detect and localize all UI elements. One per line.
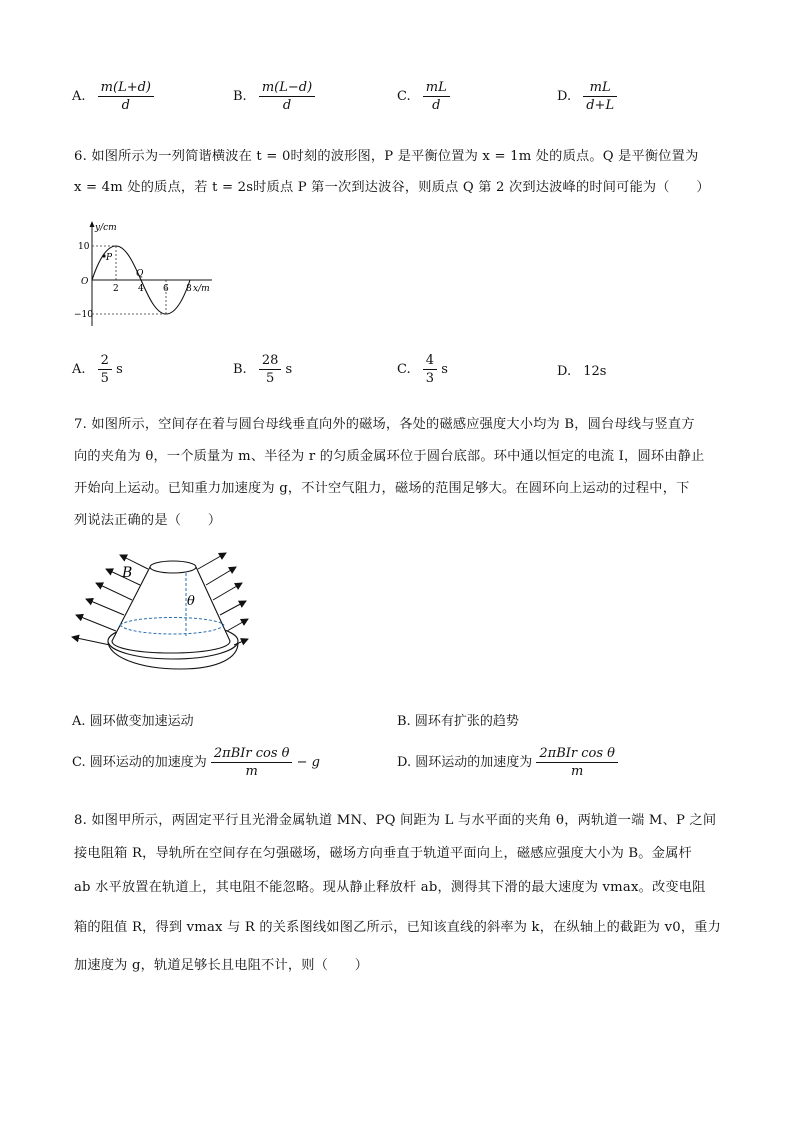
q6-option-a-label: A. <box>72 362 86 377</box>
q5-option-b-denominator: d <box>282 98 292 113</box>
q7-field-arrow <box>72 637 110 645</box>
q6-option-c-unit: s <box>441 362 448 377</box>
q7-stem-line-4: 列说法正确的是（ ） <box>74 513 222 528</box>
q6-option-b[interactable] <box>233 352 292 387</box>
q7-option-b[interactable]: B. 圆环有扩张的趋势 <box>397 714 519 729</box>
q5-option-c-denominator: d <box>432 98 441 113</box>
q5-option-d-label: D. <box>557 89 572 104</box>
q6-option-b-fraction <box>259 352 282 387</box>
q6-option-d-label: D. <box>557 364 572 379</box>
q5-option-b-fraction <box>259 79 315 114</box>
q7-label-b: B <box>122 565 133 581</box>
q6-option-b-numerator: 28 <box>259 352 282 370</box>
q7-option-c-prefix: C. 圆环运动的加速度为 <box>72 755 207 770</box>
q6-option-c-fraction <box>423 352 437 387</box>
q6-xtick-2: 2 <box>113 284 119 294</box>
q7-field-arrow <box>76 615 116 631</box>
q7-field-arrow <box>220 601 246 615</box>
q6-option-b-denominator: 5 <box>265 371 275 386</box>
q6-option-a[interactable] <box>72 352 123 387</box>
q7-option-c-denominator: m <box>245 764 258 779</box>
q6-tick-10: 10 <box>78 242 90 252</box>
q7-stem-line-3: 开始向上运动。已知重力加速度为 g，不计空气阻力，磁场的范围足够大。在圆环向上运动的过程中，下 <box>74 481 690 496</box>
q6-option-d-text: 12s <box>583 364 607 379</box>
q5-option-c-fraction <box>423 79 450 114</box>
q7-field-arrow <box>213 583 242 600</box>
q7-field-arrow <box>96 583 132 600</box>
q7-option-d[interactable] <box>397 745 618 780</box>
q6-x-label: x/m <box>193 284 210 294</box>
q5-option-c[interactable] <box>397 79 450 114</box>
q7-field-arrow <box>86 599 124 615</box>
q5-option-d[interactable] <box>557 79 617 114</box>
q6-xtick-4: 4 <box>138 284 144 294</box>
q5-option-a-label: A. <box>72 89 86 104</box>
q6-option-c-numerator: 4 <box>423 352 437 370</box>
q7-option-c[interactable] <box>72 745 320 780</box>
q7-cone-figure <box>70 545 250 680</box>
q8-stem-line-5: 加速度为 g，轨道足够长且电阻不计，则（ ） <box>74 958 369 973</box>
q5-option-a-denominator: d <box>121 98 130 113</box>
q6-xtick-6: 6 <box>163 284 169 294</box>
q6-origin: O <box>81 277 89 287</box>
q6-option-c-label: C. <box>397 362 411 377</box>
q5-option-c-numerator: mL <box>423 79 450 97</box>
q6-option-c-denominator: 3 <box>425 371 435 386</box>
q7-option-d-denominator: m <box>571 764 584 779</box>
q6-option-b-label: B. <box>233 362 247 377</box>
q5-option-b-numerator: m(L−d) <box>259 79 315 97</box>
q7-stem-line-1: 7. 如图所示，空间存在着与圆台母线垂直向外的磁场，各处的磁感应强度大小均为 B，圆台母线与竖直方 <box>74 417 695 432</box>
q7-field-arrow <box>227 619 248 631</box>
q8-stem-line-2: 接电阻箱 R，导轨所在空间存在匀强磁场，磁场方向垂直于轨道平面向上，磁感应强度大小为 B。金属杆 <box>74 846 692 861</box>
q6-stem-line-1: 6. 如图所示为一列简谐横波在 t = 0时刻的波形图，P 是平衡位置为 x = 1m 处的质点。Q 是平衡位置为 <box>74 149 699 164</box>
q7-field-arrow <box>198 553 226 569</box>
q7-stem-line-2: 向的夹角为 θ，一个质量为 m、半径为 r 的匀质金属环位于圆台底部。环中通以恒定的电流 I，圆环由静止 <box>74 449 705 464</box>
q7-field-arrow <box>206 567 236 585</box>
q5-option-b-label: B. <box>233 89 247 104</box>
q5-option-d-fraction <box>583 79 617 114</box>
q5-option-a-numerator: m(L+d) <box>98 79 154 97</box>
q8-stem-line-3: ab 水平放置在轨道上，其电阻不能忽略。现从静止释放杆 ab，测得其下滑的最大速度为 vmax。改变电阻 <box>74 880 706 895</box>
q6-y-axis-arrow <box>90 221 95 227</box>
q6-option-b-unit: s <box>285 362 293 377</box>
q6-option-d[interactable] <box>557 364 606 379</box>
q6-option-a-unit: s <box>116 362 123 377</box>
q7-option-a[interactable]: A. 圆环做变加速运动 <box>72 714 194 729</box>
q7-option-c-numerator: 2πBIr cos θ <box>211 745 293 763</box>
q6-option-a-fraction <box>98 352 112 387</box>
q6-tick-minus-10: −10 <box>74 310 93 320</box>
q7-option-c-fraction <box>211 745 293 780</box>
q6-label-p: P <box>106 253 113 263</box>
q7-option-d-numerator: 2πBIr cos θ <box>536 745 618 763</box>
q7-option-d-prefix: D. 圆环运动的加速度为 <box>397 755 533 770</box>
q7-option-c-suffix: − g <box>296 755 320 770</box>
q6-xtick-8: 8 <box>186 284 192 294</box>
q5-option-a-fraction <box>98 79 154 114</box>
q7-cone-top <box>150 561 196 573</box>
q8-stem-line-4: 箱的阻值 R，得到 vmax 与 R 的关系图线如图乙所示，已知该直线的斜率为 k，在纵轴上的截距为 v0，重力 <box>74 920 721 935</box>
q5-option-c-label: C. <box>397 89 411 104</box>
q5-option-d-denominator: d+L <box>586 98 615 113</box>
q6-option-c[interactable] <box>397 352 448 387</box>
q6-stem-line-2: x = 4m 处的质点，若 t = 2s时质点 P 第一次到达波谷，则质点 Q 第 2 次到达波峰的时间可能为（ ） <box>74 180 710 195</box>
q7-option-d-fraction <box>536 745 618 780</box>
q5-option-d-numerator: mL <box>583 79 617 97</box>
q6-option-a-numerator: 2 <box>98 352 112 370</box>
q6-label-q: Q <box>136 269 144 279</box>
q6-y-label: y/cm <box>95 223 117 233</box>
q7-label-theta: θ <box>187 594 195 609</box>
q8-stem-line-1: 8. 如图甲所示，两固定平行且光滑金属轨道 MN、PQ 间距为 L 与水平面的夹角 θ，两轨道一端 M、P 之间 <box>74 813 717 828</box>
q5-option-a[interactable] <box>72 79 154 114</box>
q5-option-b[interactable] <box>233 79 315 114</box>
q6-option-a-denominator: 5 <box>100 371 109 386</box>
q6-wave-figure <box>72 218 222 330</box>
